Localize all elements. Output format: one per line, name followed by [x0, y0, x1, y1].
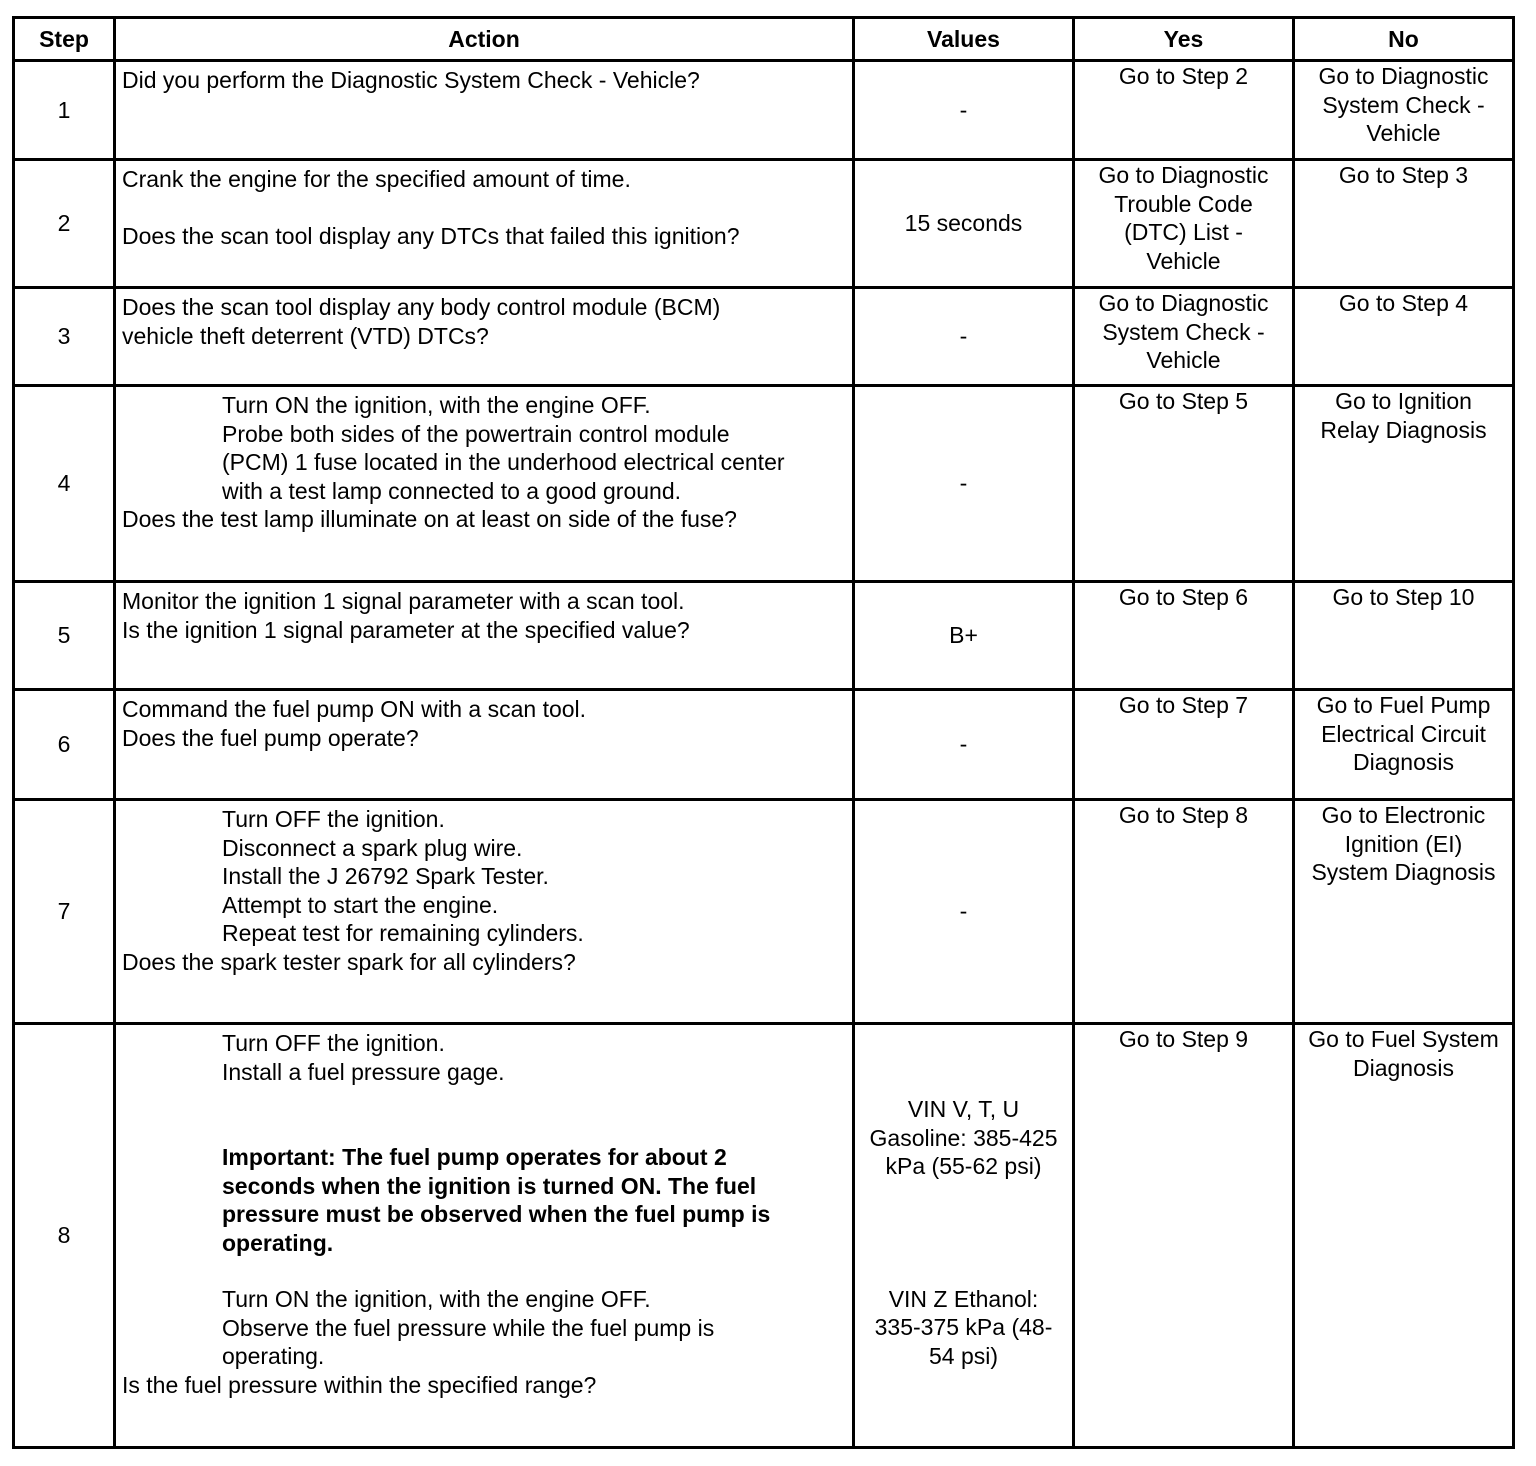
yes-cell — [1074, 800, 1294, 1024]
yes-line: (DTC) List - — [1124, 219, 1243, 245]
no-cell — [1294, 690, 1514, 800]
action-cell — [115, 288, 854, 386]
no-line: Vehicle — [1366, 120, 1441, 146]
table-row — [14, 288, 1514, 386]
action-step: Attempt to start the engine. — [222, 891, 499, 918]
header-step: Step — [14, 18, 115, 61]
table-row — [14, 160, 1514, 288]
yes-line: Trouble Code — [1114, 190, 1253, 217]
step-number: 6 — [14, 690, 115, 800]
question-text: Does the scan tool display any DTCs that failed this ignition? — [122, 222, 740, 249]
yes-line: System Check - — [1102, 318, 1265, 345]
action-step: Turn OFF the ignition. — [222, 1030, 445, 1056]
yes-line: Go to Step 7 — [1118, 692, 1249, 718]
yes-cell — [1074, 690, 1294, 800]
value-line: Gasoline: 385-425 — [869, 1124, 1058, 1151]
header-action: Action — [115, 18, 854, 61]
yes-cell — [1074, 1024, 1294, 1448]
step-number: 7 — [14, 800, 115, 1024]
action-step: (PCM) 1 fuse located in the underhood electrical center — [222, 449, 785, 475]
action-text: Monitor the ignition 1 signal parameter with a scan tool. — [122, 588, 685, 614]
important-line: operating. — [222, 1229, 334, 1256]
yes-line: Go to Step 8 — [1118, 802, 1249, 828]
step-number: 3 — [14, 288, 115, 386]
yes-cell — [1074, 386, 1294, 582]
action-step: with a test lamp connected to a good ground. — [222, 477, 682, 504]
header-yes: Yes — [1074, 18, 1294, 61]
step-number: 1 — [14, 61, 115, 160]
action-step: Turn OFF the ignition. — [222, 806, 445, 832]
action-step: Install the J 26792 Spark Tester. — [222, 863, 549, 889]
value-cell: B+ — [854, 582, 1074, 690]
important-line: pressure must be observed when the fuel pump is — [222, 1201, 771, 1227]
no-cell — [1294, 800, 1514, 1024]
action-step: Install a fuel pressure gage. — [222, 1058, 505, 1085]
action-cell — [115, 160, 854, 288]
question-text: Does the spark tester spark for all cylinders? — [122, 948, 576, 975]
value-line: kPa (55-62 psi) — [885, 1153, 1042, 1179]
table-row — [14, 61, 1514, 160]
value-line: VIN V, T, U — [907, 1096, 1020, 1122]
no-line: Diagnosis — [1353, 749, 1454, 775]
no-line: Go to Step 4 — [1338, 290, 1469, 316]
diagnostic-table — [12, 16, 1515, 1449]
yes-line: Go to Step 5 — [1118, 388, 1249, 414]
header-values: Values — [854, 18, 1074, 61]
value-cell: - — [854, 61, 1074, 160]
no-cell — [1294, 582, 1514, 690]
value-line: 54 psi) — [928, 1342, 999, 1369]
no-line: Go to Diagnostic — [1318, 63, 1489, 89]
yes-line: Go to Step 9 — [1118, 1026, 1249, 1052]
no-line: Go to Fuel Pump — [1316, 692, 1491, 718]
action-step: Probe both sides of the powertrain control module — [222, 420, 730, 447]
action-step: Disconnect a spark plug wire. — [222, 834, 523, 861]
yes-cell — [1074, 61, 1294, 160]
value-line: VIN Z Ethanol: — [888, 1285, 1039, 1312]
no-line: Electrical Circuit — [1321, 720, 1486, 747]
question-text: Did you perform the Diagnostic System Check - Vehicle? — [122, 67, 700, 93]
value-cell: - — [854, 288, 1074, 386]
action-step: Turn ON the ignition, with the engine OFF. — [222, 1286, 651, 1312]
no-cell — [1294, 288, 1514, 386]
table-row — [14, 800, 1514, 1024]
no-cell — [1294, 1024, 1514, 1448]
step-number: 4 — [14, 386, 115, 582]
value-gasoline — [855, 1095, 1072, 1181]
no-line: Go to Fuel System — [1308, 1026, 1499, 1052]
no-line: Go to Electronic — [1321, 802, 1486, 828]
question-text: vehicle theft deterrent (VTD) DTCs? — [122, 322, 489, 349]
action-text: Command the fuel pump ON with a scan tool. — [122, 696, 587, 722]
header-row — [14, 18, 1514, 61]
yes-line: Go to Diagnostic — [1098, 290, 1269, 316]
no-line: Go to Step 3 — [1338, 162, 1469, 188]
table-row — [14, 1024, 1514, 1448]
action-step: operating. — [222, 1343, 325, 1369]
step-number: 2 — [14, 160, 115, 288]
table-row — [14, 386, 1514, 582]
yes-line: Go to Step 2 — [1118, 63, 1249, 89]
no-line: Relay Diagnosis — [1320, 416, 1487, 443]
question-text: Is the fuel pressure within the specified range? — [122, 1371, 597, 1398]
step-number: 8 — [14, 1024, 115, 1448]
action-cell — [115, 386, 854, 582]
important-line: Important: The fuel pump operates for about 2 — [222, 1144, 727, 1170]
value-line: 335-375 kPa (48- — [874, 1314, 1053, 1340]
yes-line: Go to Step 6 — [1118, 584, 1249, 610]
action-cell — [115, 582, 854, 690]
action-cell — [115, 61, 854, 160]
no-cell — [1294, 160, 1514, 288]
important-note — [222, 1143, 846, 1257]
action-cell — [115, 800, 854, 1024]
step-number: 5 — [14, 582, 115, 690]
question-text: Does the scan tool display any body control module (BCM) — [122, 294, 721, 320]
value-cell: 15 seconds — [854, 160, 1074, 288]
no-cell — [1294, 61, 1514, 160]
value-cell: - — [854, 386, 1074, 582]
action-step: Repeat test for remaining cylinders. — [222, 920, 584, 946]
action-step: Observe the fuel pressure while the fuel pump is — [222, 1314, 715, 1341]
no-line: Go to Step 10 — [1332, 584, 1475, 610]
action-step: Turn ON the ignition, with the engine OFF. — [222, 392, 651, 418]
no-line: Go to Ignition — [1335, 388, 1472, 414]
value-cell — [854, 1024, 1074, 1448]
header-no: No — [1294, 18, 1514, 61]
no-line: Ignition (EI) — [1344, 830, 1463, 857]
yes-line: Vehicle — [1146, 247, 1221, 274]
value-cell: - — [854, 690, 1074, 800]
value-ethanol — [855, 1285, 1072, 1371]
question-text: Is the ignition 1 signal parameter at the specified value? — [122, 616, 690, 643]
action-text: Crank the engine for the specified amount of time. — [122, 166, 631, 192]
table-row — [14, 690, 1514, 800]
no-line: System Diagnosis — [1311, 859, 1496, 885]
important-line: seconds when the ignition is turned ON. The fuel — [222, 1172, 757, 1199]
action-cell — [115, 1024, 854, 1448]
value-cell: - — [854, 800, 1074, 1024]
yes-line: Vehicle — [1146, 347, 1221, 373]
question-text: Does the fuel pump operate? — [122, 724, 419, 751]
yes-cell — [1074, 582, 1294, 690]
question-text: Does the test lamp illuminate on at least on side of the fuse? — [122, 506, 737, 532]
no-line: Diagnosis — [1353, 1054, 1454, 1081]
yes-line: Go to Diagnostic — [1098, 162, 1269, 188]
yes-cell — [1074, 160, 1294, 288]
table-row — [14, 582, 1514, 690]
yes-cell — [1074, 288, 1294, 386]
no-cell — [1294, 386, 1514, 582]
no-line: System Check - — [1322, 91, 1485, 118]
action-cell — [115, 690, 854, 800]
